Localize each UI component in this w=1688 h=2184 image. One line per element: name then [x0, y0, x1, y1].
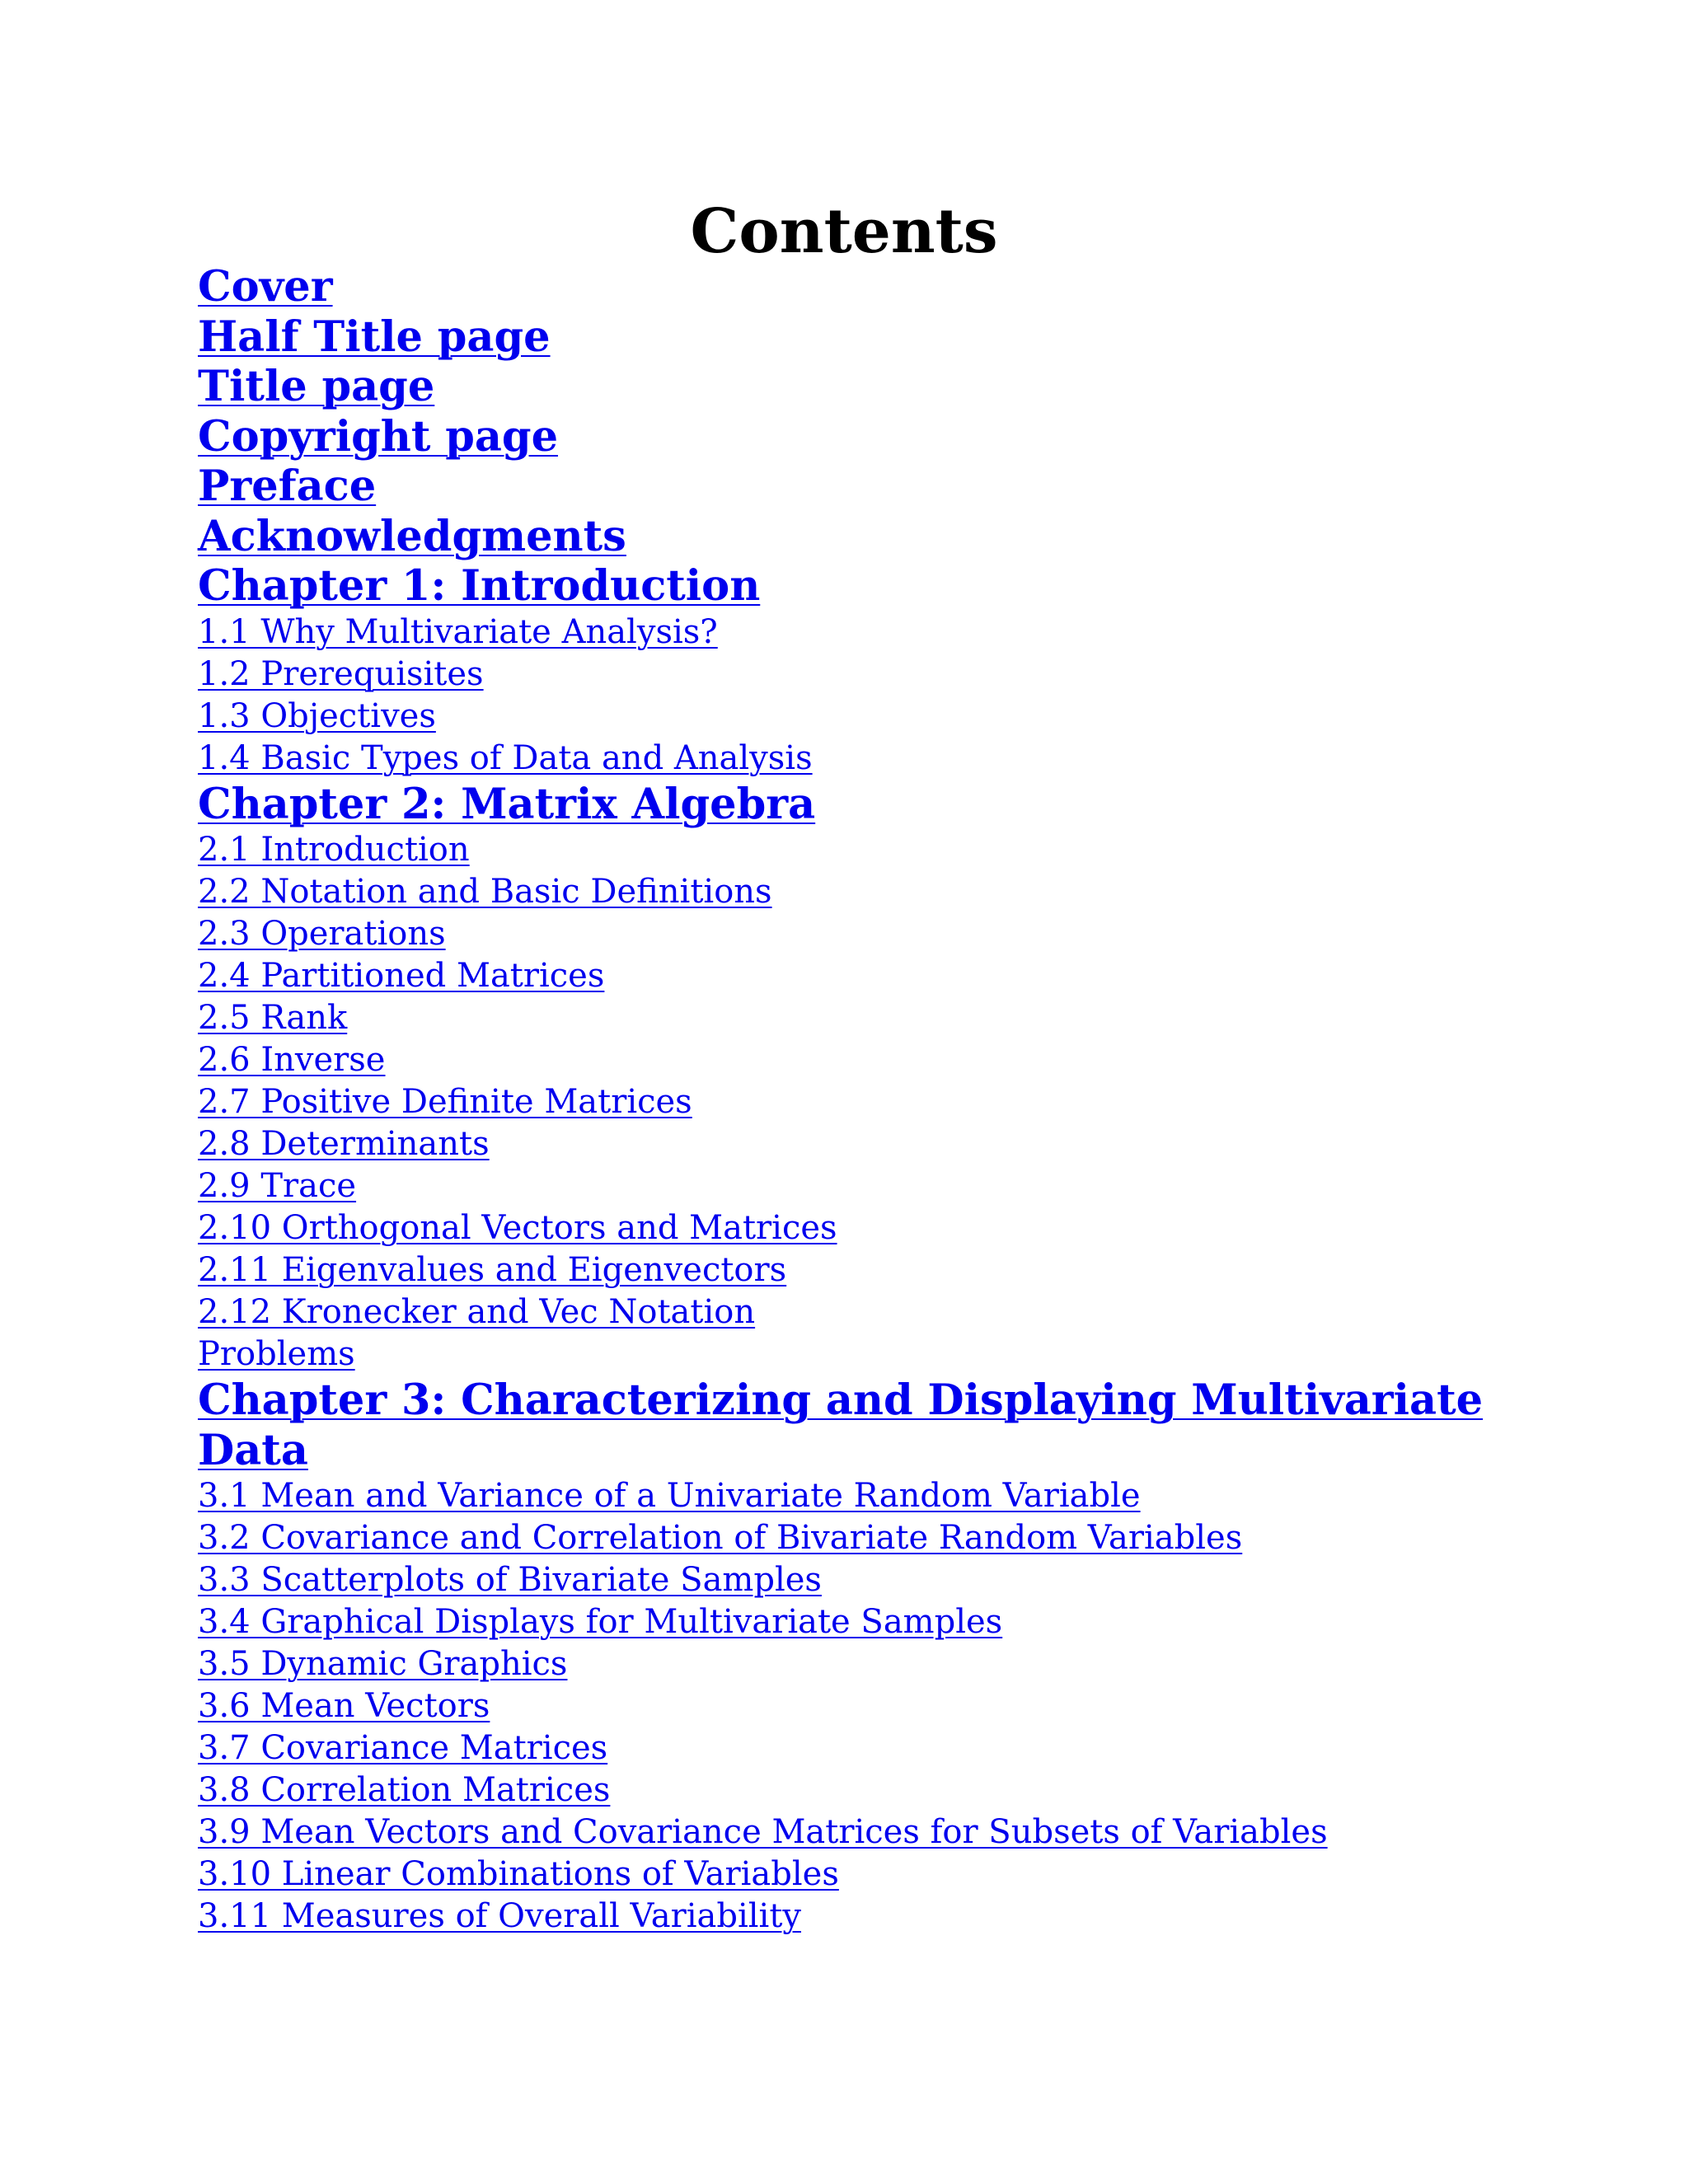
toc-section-link[interactable]: Problems: [198, 1335, 355, 1373]
toc-section-item: [198, 1896, 1484, 1938]
toc-section-item: [198, 1123, 1484, 1165]
toc-section-link[interactable]: 3.2 Covariance and Correlation of Bivariate Random Variables: [198, 1519, 1243, 1557]
toc-section-link[interactable]: 2.12 Kronecker and Vec Notation: [198, 1293, 756, 1331]
toc-chapter-link[interactable]: Copyright page: [198, 411, 559, 462]
toc-section-item: [198, 1207, 1484, 1249]
toc-section-link[interactable]: 2.7 Positive Definite Matrices: [198, 1083, 692, 1121]
toc-section-link[interactable]: 2.10 Orthogonal Vectors and Matrices: [198, 1209, 837, 1247]
toc-section-link[interactable]: 2.8 Determinants: [198, 1125, 490, 1163]
toc-chapter-link[interactable]: Preface: [198, 462, 377, 511]
toc-section-link[interactable]: 3.8 Correlation Matrices: [198, 1771, 611, 1809]
toc-section-link[interactable]: 2.5 Rank: [198, 999, 348, 1037]
toc-section-item: [198, 654, 1484, 696]
toc-section-item: [198, 1517, 1484, 1559]
page-title: Contents: [690, 196, 998, 267]
toc-section-link[interactable]: 3.9 Mean Vectors and Covariance Matrices for Subsets of Variables: [198, 1813, 1328, 1851]
toc-chapter-item: [198, 412, 1484, 462]
toc-chapter-link[interactable]: Title page: [198, 362, 435, 411]
toc-chapter-item: [198, 262, 1484, 312]
table-of-contents: [198, 262, 1484, 1938]
toc-section-link[interactable]: 3.10 Linear Combinations of Variables: [198, 1855, 839, 1893]
toc-section-link[interactable]: 2.1 Introduction: [198, 831, 470, 869]
toc-section-link[interactable]: 2.4 Partitioned Matrices: [198, 957, 605, 995]
toc-chapter-item: [198, 512, 1484, 562]
toc-section-item: [198, 1039, 1484, 1081]
toc-section-item: [198, 913, 1484, 955]
toc-section-item: [198, 1081, 1484, 1123]
toc-chapter-item: [198, 561, 1484, 612]
toc-section-item: [198, 612, 1484, 654]
toc-section-item: [198, 1475, 1484, 1517]
toc-section-item: [198, 1685, 1484, 1727]
toc-section-link[interactable]: 2.9 Trace: [198, 1167, 357, 1205]
toc-section-item: [198, 997, 1484, 1039]
toc-chapter-link[interactable]: Chapter 2: Matrix Algebra: [198, 779, 816, 829]
toc-chapter-link[interactable]: Chapter 3: Characterizing and Displaying Multivariate Data: [198, 1376, 1484, 1475]
toc-section-item: [198, 1854, 1484, 1896]
toc-chapter-link[interactable]: Cover: [198, 262, 333, 312]
toc-chapter-item: [198, 1376, 1484, 1475]
toc-section-link[interactable]: 1.2 Prerequisites: [198, 654, 484, 693]
toc-section-link[interactable]: 2.6 Inverse: [198, 1041, 386, 1079]
toc-section-link[interactable]: 3.7 Covariance Matrices: [198, 1729, 608, 1767]
toc-chapter-item: [198, 362, 1484, 412]
toc-section-link[interactable]: 3.5 Dynamic Graphics: [198, 1645, 568, 1683]
toc-section-link[interactable]: 3.11 Measures of Overall Variability: [198, 1897, 801, 1935]
toc-section-item: [198, 871, 1484, 913]
toc-section-item: [198, 1291, 1484, 1333]
toc-section-link[interactable]: 1.3 Objectives: [198, 696, 436, 735]
toc-section-item: [198, 829, 1484, 871]
toc-section-link[interactable]: 3.1 Mean and Variance of a Univariate Random Variable: [198, 1477, 1141, 1515]
toc-chapter-link[interactable]: Half Title page: [198, 312, 551, 362]
toc-chapter-link[interactable]: Chapter 1: Introduction: [198, 561, 761, 611]
toc-section-link[interactable]: 3.3 Scatterplots of Bivariate Samples: [198, 1561, 822, 1599]
toc-section-link[interactable]: 3.4 Graphical Displays for Multivariate Samples: [198, 1603, 1003, 1641]
toc-section-item: [198, 1559, 1484, 1601]
toc-section-item: [198, 1811, 1484, 1854]
toc-section-link[interactable]: 2.3 Operations: [198, 915, 446, 953]
toc-section-item: [198, 1727, 1484, 1769]
toc-chapter-item: [198, 462, 1484, 512]
toc-section-item: [198, 1249, 1484, 1291]
toc-chapter-item: [198, 312, 1484, 363]
toc-section-link[interactable]: 1.4 Basic Types of Data and Analysis: [198, 738, 813, 777]
toc-section-item: [198, 1769, 1484, 1811]
toc-section-item: [198, 1165, 1484, 1207]
toc-section-link[interactable]: 2.11 Eigenvalues and Eigenvectors: [198, 1251, 787, 1289]
toc-chapter-item: [198, 780, 1484, 830]
toc-section-item: [198, 1601, 1484, 1643]
toc-chapter-link[interactable]: Acknowledgments: [198, 511, 626, 561]
toc-section-link[interactable]: 2.2 Notation and Basic Definitions: [198, 873, 772, 911]
toc-section-item: [198, 738, 1484, 780]
toc-section-item: [198, 1643, 1484, 1685]
toc-section-item: [198, 1333, 1484, 1376]
toc-section-link[interactable]: 1.1 Why Multivariate Analysis?: [198, 612, 718, 651]
toc-section-link[interactable]: 3.6 Mean Vectors: [198, 1687, 490, 1725]
toc-section-item: [198, 955, 1484, 997]
toc-section-item: [198, 696, 1484, 738]
